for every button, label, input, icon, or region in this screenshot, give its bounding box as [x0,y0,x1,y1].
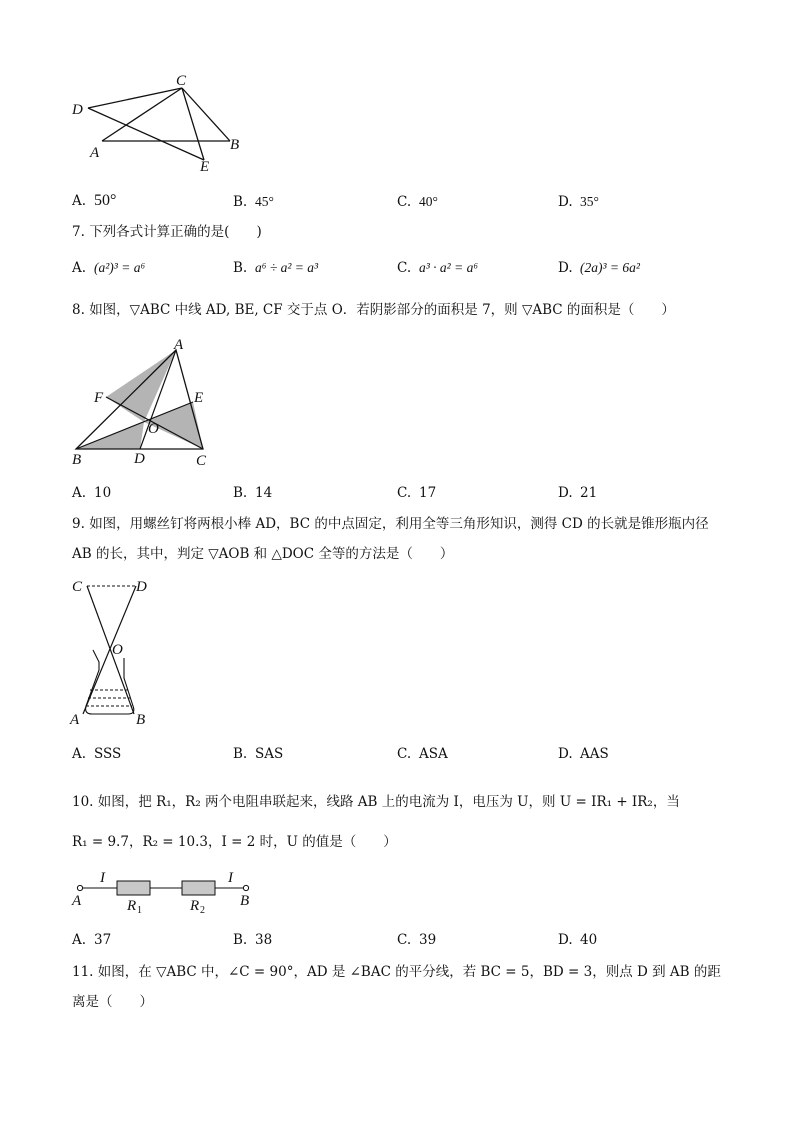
option-letter: C. [397,194,412,210]
q6-option-b[interactable] [233,194,274,210]
option-text: 39 [419,932,437,948]
option-letter: A. [72,746,87,762]
segment-ce [182,88,204,160]
label-b: B [230,137,240,153]
terminal-b [243,885,248,890]
label-b: B [136,712,146,728]
option-letter: B. [233,746,248,762]
option-text: AAS [580,746,609,762]
label-e: E [200,159,210,175]
q6-option-a[interactable] [72,192,116,210]
q11-stem-line1 [72,962,721,982]
rod-da [83,586,136,714]
q8-option-c[interactable] [397,485,436,501]
option-text: (2a)³ = 6a² [580,260,640,275]
question-text: 下列各式计算正确的是( ) [89,224,262,240]
segment-cb [182,88,230,141]
option-text: 38 [255,932,273,948]
label-a: A [72,893,82,909]
terminal-a [77,885,82,890]
option-text: 35° [580,194,599,209]
question-number: 9. [72,516,85,532]
question-text: R₁ = 9.7，R₂ = 10.3，I = 2 时，U 的值是（ ） [72,834,397,850]
q9-stem-line1 [72,514,709,534]
q6-option-c[interactable] [397,194,438,210]
option-letter: B. [233,194,248,210]
label-c: C [176,73,187,89]
q10-option-d[interactable] [558,932,597,948]
option-text: 17 [419,485,437,501]
label-f: F [94,390,104,406]
q6-figure [66,70,256,180]
option-letter: B. [233,260,248,276]
label-a: A [174,337,184,353]
option-letter: B. [233,485,248,501]
label-d: D [134,451,145,467]
label-b: B [240,893,250,909]
option-letter: A. [72,260,87,276]
q10-option-b[interactable] [233,932,272,948]
label-d: D [136,579,147,595]
q9-option-b[interactable] [233,746,283,762]
label-d: D [72,102,83,118]
q7-option-b[interactable] [233,260,318,276]
q7-stem [72,222,262,242]
label-c: C [72,579,83,595]
option-text: 40° [419,194,438,209]
q9-option-d[interactable] [558,746,609,762]
q9-stem-line2 [72,544,453,564]
label-r2-subscript: 2 [200,905,205,916]
q8-figure [66,336,226,471]
question-number: 8. [72,302,85,318]
question-text: AB 的长，其中，判定 ▽AOB 和 △DOC 全等的方法是（ ） [72,546,454,562]
option-letter: D. [558,260,573,276]
option-letter: D. [558,485,573,501]
option-text: a⁶ ÷ a² = a³ [255,260,319,275]
q7-option-a[interactable] [72,260,145,276]
label-current-right: I [228,870,233,886]
label-o: O [148,421,159,437]
q10-circuit-figure [66,868,266,916]
q9-option-c[interactable] [397,746,448,762]
q8-option-d[interactable] [558,485,597,501]
option-text: SSS [94,746,122,762]
option-letter: C. [397,746,412,762]
option-letter: B. [233,932,248,948]
q9-option-a[interactable] [72,746,121,762]
conical-flask [86,650,134,714]
option-text: SAS [255,746,284,762]
option-text: 37 [94,932,112,948]
option-text: 50° [94,192,117,209]
question-text: 离是（ ） [72,994,153,1010]
rod-cb [87,586,134,714]
label-e: E [194,390,204,406]
label-a: A [70,712,80,728]
q7-option-d[interactable] [558,260,640,276]
question-text: 如图，▽ABC 中线 AD, BE, CF 交于点 O．若阴影部分的面积是 7，则 ▽ABC 的面积是（ ） [89,302,675,318]
option-text: 45° [255,194,274,209]
option-text: a³ · a² = a⁶ [419,260,479,275]
label-a: A [90,145,100,161]
option-letter: D. [558,194,573,210]
label-b: B [72,452,82,468]
label-r1: R [127,898,137,914]
q8-stem [72,300,675,320]
option-letter: A. [72,932,87,948]
q10-stem-line1 [72,792,680,812]
q10-stem-line2 [72,832,397,852]
q10-option-c[interactable] [397,932,436,948]
q9-figure [66,574,166,732]
option-text: 10 [94,485,112,501]
option-text: 14 [255,485,273,501]
q10-option-a[interactable] [72,932,111,948]
option-text: 21 [580,485,598,501]
option-letter: C. [397,485,412,501]
q7-option-c[interactable] [397,260,478,276]
question-number: 10. [72,794,94,810]
q8-option-a[interactable] [72,485,111,501]
option-text: (a²)³ = a⁶ [94,260,146,275]
label-o: O [112,642,123,658]
option-letter: C. [397,932,412,948]
question-number: 11. [72,964,94,980]
label-c: C [196,453,207,469]
question-number: 7. [72,224,85,240]
resistor-r1 [117,881,150,895]
option-letter: A. [72,485,87,501]
option-letter: A. [72,193,87,209]
label-r2: R [190,898,200,914]
question-text: 如图，用螺丝钉将两根小棒 AD，BC 的中点固定，利用全等三角形知识，测得 CD 的长就是锥形瓶内径 [89,516,709,532]
label-r1-subscript: 1 [137,905,142,916]
resistor-r2 [182,881,215,895]
label-current-left: I [100,870,105,886]
option-text: 40 [580,932,598,948]
option-letter: D. [558,746,573,762]
question-text: 如图，在 ▽ABC 中，∠C = 90°，AD 是 ∠BAC 的平分线，若 BC = 5，BD = 3，则点 D 到 AB 的距 [97,964,721,980]
segment-de [88,108,204,160]
option-letter: C. [397,260,412,276]
question-text: 如图，把 R₁，R₂ 两个电阻串联起来，线路 AB 上的电流为 I，电压为 U，则 U = IR₁ + IR₂，当 [97,794,680,810]
q6-option-d[interactable] [558,194,599,210]
option-text: ASA [419,746,448,762]
option-letter: D. [558,932,573,948]
q8-option-b[interactable] [233,485,272,501]
q11-stem-line2 [72,992,153,1012]
